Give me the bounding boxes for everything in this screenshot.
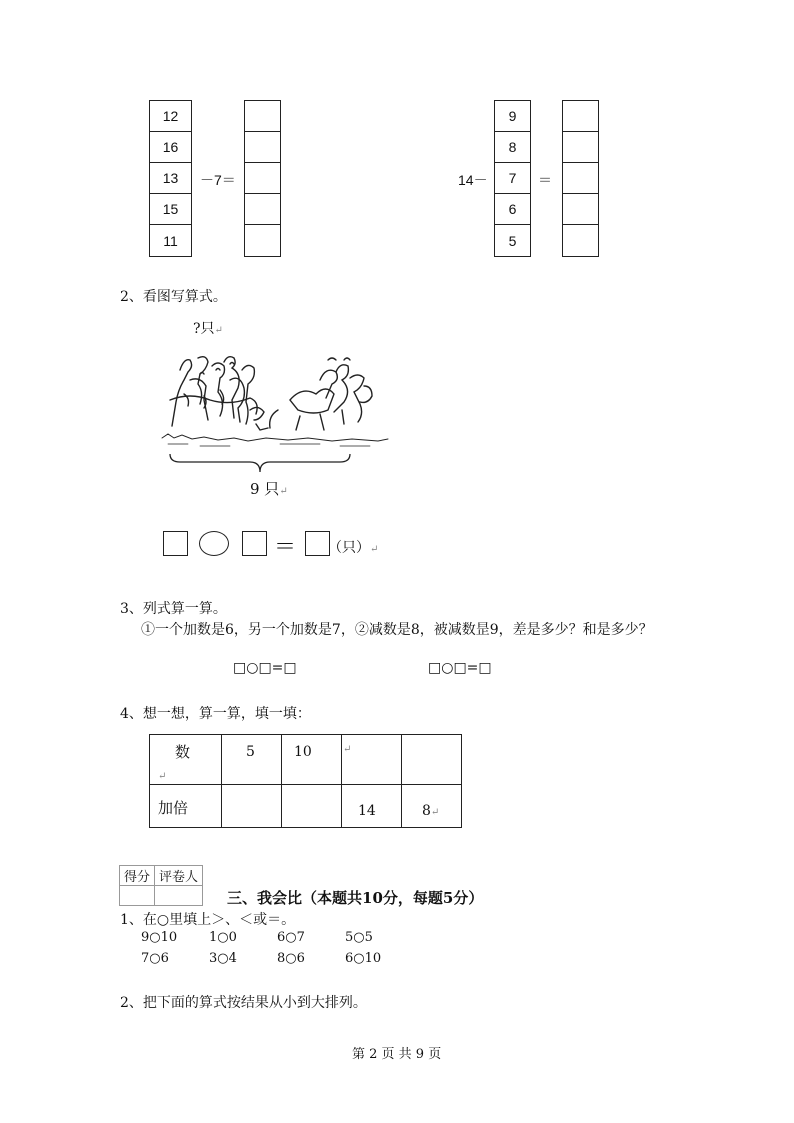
right-number-cell: 8 bbox=[495, 132, 530, 163]
answer-cell[interactable] bbox=[245, 163, 280, 194]
left-number-column bbox=[149, 100, 192, 257]
right-number-cell: 7 bbox=[495, 163, 530, 194]
right-number-cell: 9 bbox=[495, 101, 530, 132]
table-cell bbox=[402, 785, 462, 828]
table-cell[interactable] bbox=[342, 735, 402, 785]
answer-square[interactable] bbox=[163, 531, 188, 556]
total-brace bbox=[168, 452, 353, 476]
score-header: 得分 bbox=[120, 866, 155, 886]
cell-value: 8 bbox=[422, 803, 431, 819]
score-box bbox=[119, 865, 203, 906]
equation-template-1[interactable]: □○□=□ bbox=[233, 660, 297, 676]
compare-item[interactable]: 6○10 bbox=[345, 951, 382, 966]
table-cell bbox=[222, 735, 282, 785]
question-count-text: ?只 bbox=[193, 321, 215, 337]
equation-template-2[interactable]: □○□=□ bbox=[428, 660, 492, 676]
unit-text: （只） bbox=[328, 540, 370, 556]
header-label: 数 bbox=[175, 743, 191, 761]
question-count-label bbox=[193, 318, 223, 338]
compare-item[interactable]: 6○7 bbox=[277, 930, 305, 945]
compare-item[interactable]: 8○6 bbox=[277, 951, 305, 966]
cell-value: 5 bbox=[246, 744, 255, 760]
right-answer-column[interactable] bbox=[562, 100, 599, 257]
table-cell bbox=[342, 785, 402, 828]
answer-square[interactable] bbox=[305, 531, 330, 556]
left-number-cell: 11 bbox=[163, 232, 178, 249]
operator-circle[interactable] bbox=[199, 531, 229, 556]
right-number-cell: 5 bbox=[508, 232, 517, 249]
answer-cell[interactable] bbox=[563, 101, 598, 132]
paragraph-mark: ↵ bbox=[370, 544, 379, 555]
cell-value-wrap bbox=[422, 803, 439, 819]
question-3-text: ①一个加数是6，另一个加数是7，②减数是8，被减数昰9，差是多少？和是多少？ bbox=[141, 622, 653, 638]
compare-row-1 bbox=[141, 930, 413, 945]
left-answer-column[interactable] bbox=[244, 100, 281, 257]
answer-cell[interactable] bbox=[563, 163, 598, 194]
animals-sketch-picture bbox=[160, 340, 395, 450]
cell-value: 10 bbox=[294, 744, 312, 760]
table-cell[interactable] bbox=[402, 735, 462, 785]
answer-square[interactable] bbox=[242, 531, 267, 556]
section-3-question-1: 1、在○里填上＞、＜或＝。 bbox=[120, 912, 296, 928]
compare-row-2 bbox=[141, 951, 413, 966]
answer-cell[interactable] bbox=[563, 194, 598, 225]
table-cell bbox=[282, 735, 342, 785]
answer-cell[interactable] bbox=[563, 132, 598, 163]
compare-item[interactable]: 9○10 bbox=[141, 930, 178, 945]
question-4-title: 4、想一想，算一算，填一填： bbox=[120, 706, 311, 722]
equals-sign: ＝ bbox=[274, 534, 297, 559]
answer-cell[interactable] bbox=[245, 194, 280, 225]
left-operator: －7＝ bbox=[200, 172, 236, 188]
grader-header: 评卷人 bbox=[155, 866, 203, 886]
compare-item[interactable]: 3○4 bbox=[209, 951, 237, 966]
right-prefix: 14－ bbox=[458, 172, 488, 188]
answer-cell[interactable] bbox=[563, 225, 598, 256]
table-header-number bbox=[150, 735, 222, 785]
unit-label bbox=[328, 537, 378, 557]
paragraph-mark: ↵ bbox=[279, 486, 288, 497]
compare-item[interactable]: 1○0 bbox=[209, 930, 237, 945]
total-count-label bbox=[250, 478, 288, 499]
table-cell[interactable] bbox=[222, 785, 282, 828]
table-cell[interactable] bbox=[282, 785, 342, 828]
question-2-title: 2、看图写算式。 bbox=[120, 289, 227, 305]
page-footer: 第 2 页 共 9 页 bbox=[352, 1047, 442, 1062]
left-number-cell: 15 bbox=[150, 194, 191, 225]
table-header-double bbox=[150, 785, 222, 828]
left-number-cell: 16 bbox=[150, 132, 191, 163]
right-number-cell: 6 bbox=[495, 194, 530, 225]
left-number-cell: 12 bbox=[150, 101, 191, 132]
right-number-column bbox=[494, 100, 531, 257]
paragraph-mark: ↵ bbox=[343, 744, 352, 755]
score-cell[interactable] bbox=[120, 886, 155, 906]
paragraph-mark: ↵ bbox=[158, 771, 167, 782]
grader-cell[interactable] bbox=[155, 886, 203, 906]
paragraph-mark: ↵ bbox=[214, 325, 223, 336]
answer-cell[interactable] bbox=[245, 101, 280, 132]
answer-cell[interactable] bbox=[245, 132, 280, 163]
cell-value: 14 bbox=[358, 803, 376, 819]
answer-cell[interactable] bbox=[245, 225, 280, 256]
doubling-table bbox=[149, 734, 462, 828]
header-label: 加倍 bbox=[158, 799, 189, 817]
total-count-text: 9 只 bbox=[250, 480, 280, 498]
right-equals: ＝ bbox=[538, 172, 552, 188]
left-number-cell: 13 bbox=[150, 163, 191, 194]
paragraph-mark: ↵ bbox=[430, 807, 440, 818]
compare-item[interactable]: 5○5 bbox=[345, 930, 373, 945]
compare-item[interactable]: 7○6 bbox=[141, 951, 169, 966]
section-3-title: 三、我会比（本题共10分，每题5分） bbox=[227, 889, 484, 907]
section-3-question-2: 2、把下面的算式按结果从小到大排列。 bbox=[120, 995, 367, 1011]
question-3-title: 3、列式算一算。 bbox=[120, 601, 227, 617]
